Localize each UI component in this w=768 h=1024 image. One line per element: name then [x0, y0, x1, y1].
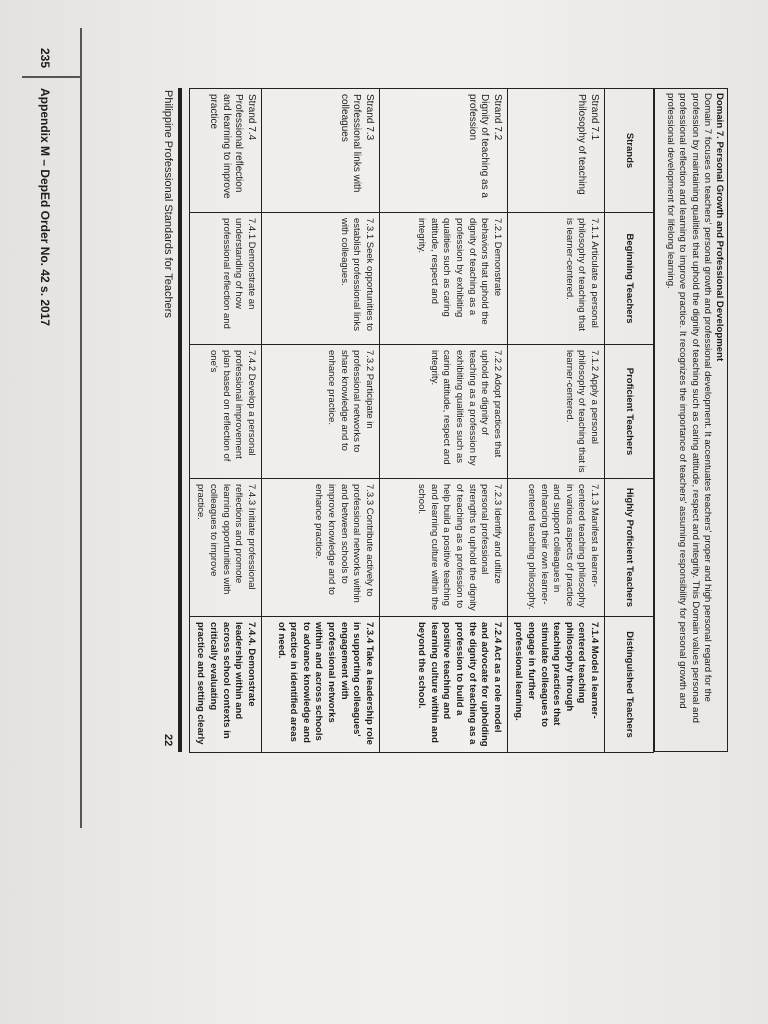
appendix-divider [22, 76, 82, 78]
standards-table [189, 88, 654, 753]
proficient-cell: 7.3.2 Participate in professional networks to share knowledge and to enhance practice. [261, 345, 379, 479]
beginning-cell: 7.3.1 Seek opportunities to establish professional links with colleagues. [261, 213, 379, 345]
header-highly-proficient: Highly Proficient Teachers [605, 479, 654, 617]
header-distinguished: Distinguished Teachers [605, 617, 654, 753]
appendix-page-number: 235 [38, 48, 52, 69]
beginning-cell: 7.1.1 Articulate a personal philosophy of teaching that is learner-centered. [507, 213, 604, 345]
rotated-page [38, 48, 768, 808]
distinguished-cell: 7.1.4 Model a learner-centered teaching philosophy through teaching practices that stimulate colleagues to engage in further professional learning. [507, 617, 604, 753]
proficient-cell: 7.1.2 Apply a personal philosophy of teaching that is learner-centered. [507, 345, 604, 479]
distinguished-cell: 7.3.4 Take a leadership role in supporting colleagues' engagement with professional networks within and across schools to advance knowledge and practice in identified areas of need. [261, 617, 379, 753]
domain-header [654, 88, 728, 752]
footer-title: Philippine Professional Standards for Teachers [162, 90, 174, 318]
table-header-row [605, 89, 654, 753]
appendix-rule [80, 28, 82, 828]
header-beginning: Beginning Teachers [605, 213, 654, 345]
table-row [379, 89, 507, 753]
highly-proficient-cell: 7.3.3 Contribute actively to professional networks within and between schools to improve knowledge and to enhance practice. [261, 479, 379, 617]
domain-description: Domain 7 focuses on teachers' personal growth and professional development. It accentuates teachers' proper and high personal regard for the profession by maintaining qualities that uphold the dignity of teaching such as caring attitude, respect and integrity. This Domain values personal and professional reflection and learning to improve practice. It recognizes the importance of teachers' assuming responsibility for personal growth and professional development for lifelong learning. [665, 93, 713, 724]
table-row [189, 89, 261, 753]
highly-proficient-cell: 7.2.3 Identify and utilize personal professional strengths to uphold the dignity of teaching as a profession to help build a positive teaching and learning culture within the school. [379, 479, 507, 617]
standards-table-wrap [195, 88, 654, 752]
domain-title: Domain 7. Personal Growth and Professional Development [714, 93, 725, 362]
strand-cell: Strand 7.3 Professional links with colleagues [261, 89, 379, 213]
highly-proficient-cell: 7.4.3 Initiate professional reflections and promote learning opportunities with colleagues to improve practice. [189, 479, 261, 617]
beginning-cell: 7.2.1 Demonstrate behaviors that uphold the dignity of teaching as a profession by exhibiting qualities such as caring attitude, respect and integrity. [379, 213, 507, 345]
table-row [507, 89, 604, 753]
table-row [261, 89, 379, 753]
proficient-cell: 7.4.2 Develop a personal professional improvement plan based on reflection of one's [189, 345, 261, 479]
strand-cell: Strand 7.2 Dignity of teaching as a profession [379, 89, 507, 213]
distinguished-cell: 7.4.4. Demonstrate leadership within and across school contexts in critically evaluating practice and setting clearly [189, 617, 261, 753]
beginning-cell: 7.4.1 Demonstrate an understanding of how professional reflection and [189, 213, 261, 345]
highly-proficient-cell: 7.1.3 Manifest a learner-centered teaching philosophy in various aspects of practice and support colleagues in enhancing their own learner-centered teaching philosophy. [507, 479, 604, 617]
strand-cell: Strand 7.4 Professional reflection and learning to improve practice [189, 89, 261, 213]
strand-cell: Strand 7.1 Philosophy of teaching [507, 89, 604, 213]
footer-rule [178, 88, 182, 752]
proficient-cell: 7.2.2 Adopt practices that uphold the dignity of teaching as a profession by exhibiting qualities such as caring attitude, respect and integrity. [379, 345, 507, 479]
footer-page-number: 22 [162, 734, 174, 747]
appendix-label: Appendix M – DepEd Order No. 42 s. 2017 [38, 88, 52, 327]
header-strands: Strands [605, 89, 654, 213]
header-proficient: Proficient Teachers [605, 345, 654, 479]
distinguished-cell: 7.2.4 Act as a role model and advocate for upholding the dignity of teaching as a profession to build a positive teaching and learning culture within and beyond the school. [379, 617, 507, 753]
